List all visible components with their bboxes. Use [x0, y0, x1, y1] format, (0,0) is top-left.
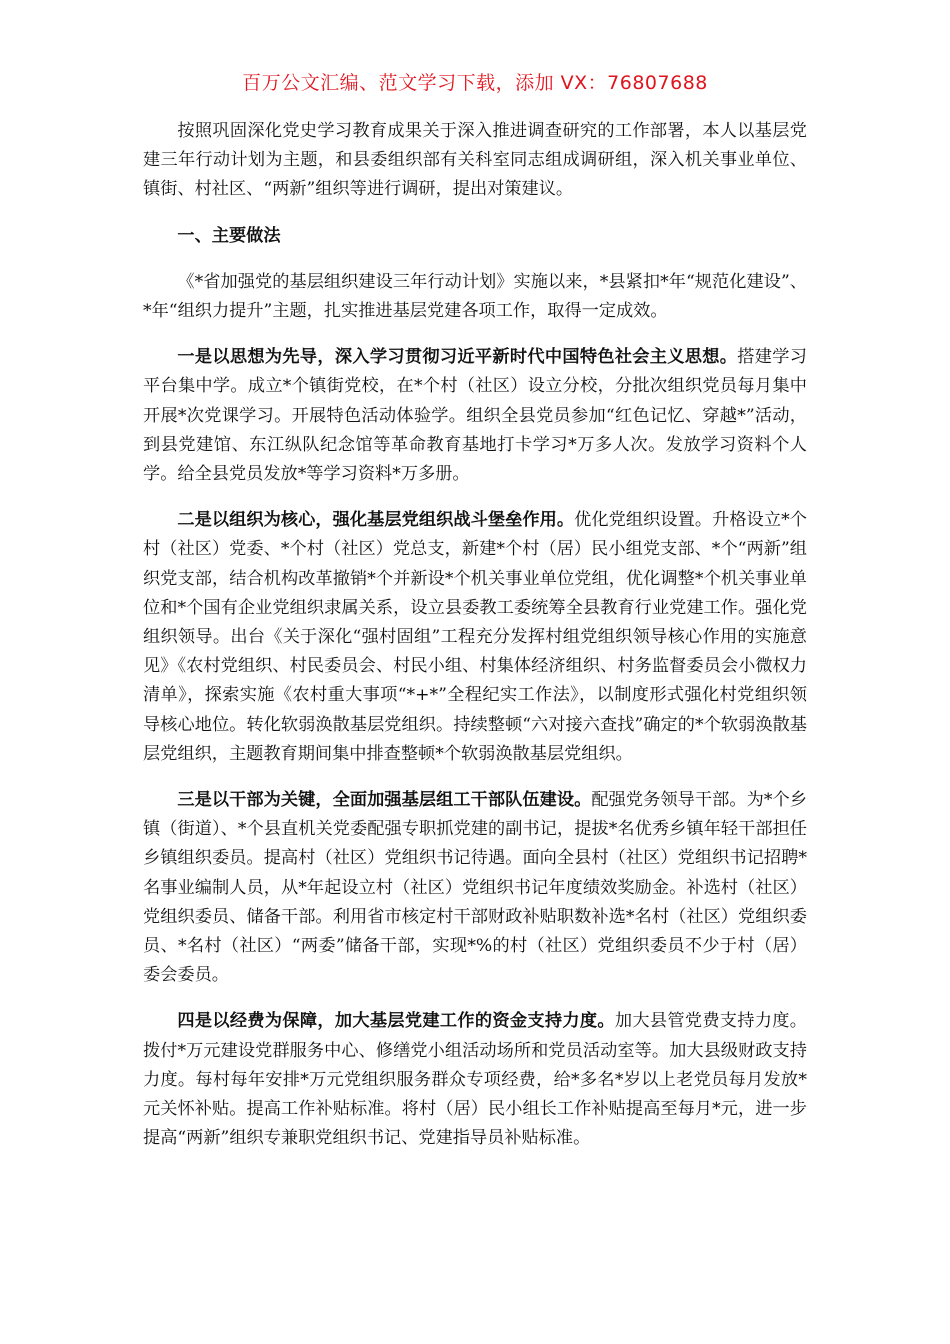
point-paragraph-3 [143, 786, 807, 990]
section-intro-paragraph: 《*省加强党的基层组织建设三年行动计划》实施以来，*县紧扣*年“规范化建设”、*年“组织力提升”主题，扎实推进基层党建各项工作，取得一定成效。 [143, 271, 807, 322]
watermark-header: 百万公文汇编、范文学习下载，添加 VX：76807688 [242, 72, 708, 94]
intro-paragraph: 按照巩固深化党史学习教育成果关于深入推进调查研究的工作部署，本人以基层党建三年行动计划为主题，和县委组织部有关科室同志组成调研组，深入机关事业单位、镇街、村社区、“两新”组织等进行调研，提出对策建议。 [143, 121, 807, 200]
document-body [143, 117, 807, 1171]
point-lead: 四是以经费为保障，加大基层党建工作的资金支持力度。 [177, 1011, 615, 1032]
point-paragraph-2 [143, 506, 807, 769]
section-heading: 一、主要做法 [177, 225, 281, 246]
point-lead: 一是以思想为先导，深入学习贯彻习近平新时代中国特色社会主义思想。 [177, 347, 738, 368]
point-text: 配强党务领导干部。为*个乡镇（街道）、*个县直机关党委配强专职抓党建的副书记，提拔*名优秀乡镇年轻干部担任乡镇组织委员。提高村（社区）党组织书记待遇。面向全县村（社区）党组织书记招聘*名事业编制人员，从*年起设立村（社区）党组织书记年度绩效奖励金。补选村（社区）党组织委员、储备干部。利用省市核定村干部财政补贴职数补选*名村（社区）党组织委员、*名村（社区）“两委”储备干部，实现*%的村（社区）党组织委员不少于村（居）委会委员。 [143, 790, 807, 986]
point-paragraph-4 [143, 1007, 807, 1153]
point-paragraph-1 [143, 343, 807, 489]
point-text: 优化党组织设置。升格设立*个村（社区）党委、*个村（社区）党总支，新建*个村（居）民小组党支部、*个“两新”组织党支部，结合机构改革撤销*个并新设*个机关事业单位党组，优化调整*个机关事业单位和*个国有企业党组织隶属关系，设立县委教工委统筹全县教育行业党建工作。强化党组织领导。出台《关于深化“强村固组”工程充分发挥村组党组织领导核心作用的实施意见》《农村党组织、村民委员会、村民小组、村集体经济组织、村务监督委员会小微权力清单》，探索实施《农村重大事项“*+*”全程纪实工作法》，以制度形式强化村党组织领导核心地位。转化软弱涣散基层党组织。持续整顿“六对接六查找”确定的*个软弱涣散基层党组织，主题教育期间集中排查整顿*个软弱涣散基层党组织。 [143, 510, 807, 764]
point-lead: 二是以组织为核心，强化基层党组织战斗堡垒作用。 [177, 510, 575, 531]
point-lead: 三是以干部为关键，全面加强基层组工干部队伍建设。 [177, 790, 592, 811]
point-text: 搭建学习平台集中学。成立*个镇街党校，在*个村（社区）设立分校，分批次组织党员每月集中开展*次党课学习。开展特色活动体验学。组织全县党员参加“红色记忆、穿越*”活动，到县党建馆、东江纵队纪念馆等革命教育基地打卡学习*万多人次。发放学习资料个人学。给全县党员发放*等学习资料*万多册。 [143, 347, 807, 485]
point-text: 加大县管党费支持力度。拨付*万元建设党群服务中心、修缮党小组活动场所和党员活动室等。加大县级财政支持力度。每村每年安排*万元党组织服务群众专项经费，给*多名*岁以上老党员每月发放*元关怀补贴。提高工作补贴标准。将村（居）民小组长工作补贴提高至每月*元，进一步提高“两新”组织专兼职党组织书记、党建指导员补贴标准。 [143, 1011, 807, 1149]
